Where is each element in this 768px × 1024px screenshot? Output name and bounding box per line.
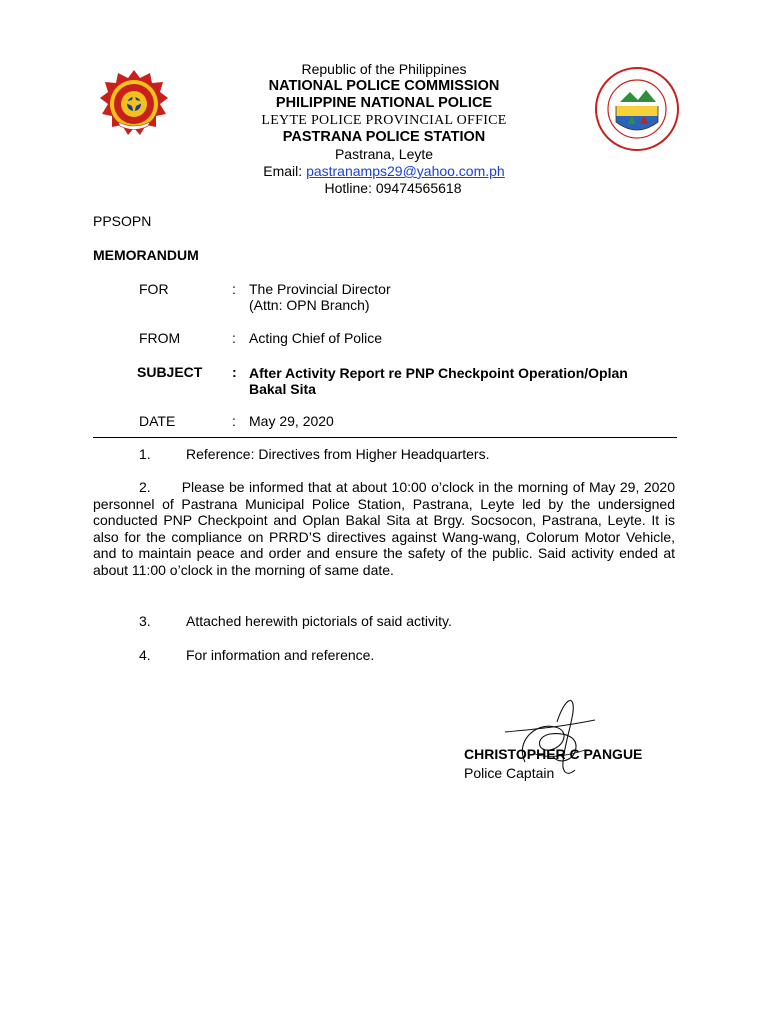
- pnp-seal-icon: [100, 70, 168, 138]
- paragraph-1: Reference: Directives from Higher Headquarters.: [186, 446, 490, 462]
- from-value: Acting Chief of Police: [249, 330, 383, 346]
- paragraph-4-number: 4.: [139, 647, 151, 663]
- for-value: The Provincial Director: [249, 281, 391, 297]
- paragraph-2-number: 2.: [139, 479, 151, 495]
- signatory-rank: Police Captain: [464, 765, 555, 781]
- subject-label: SUBJECT: [137, 364, 203, 380]
- paragraph-4: For information and reference.: [186, 647, 375, 663]
- paragraph-1-number: 1.: [139, 446, 151, 462]
- document-type: MEMORANDUM: [93, 247, 199, 263]
- subject-value: After Activity Report re PNP Checkpoint Operation/Oplan: [249, 365, 628, 381]
- for-colon: :: [232, 281, 236, 297]
- subject-value-cont: Bakal Sita: [249, 381, 316, 397]
- paragraph-2-text: Please be informed that at about 10:00 o’clock in the morning of May 29, 2020 personnel of Pastrana Municipal Police Station, Pastrana, Leyte led by the undersigned conducted PNP Checkpoint and Oplan Bakal Sita at Brgy. Socsocon, Pastrana, Leyte. It is also for the compliance on PRRD’S directives against Wang-wang, Colorum Motor Vehicle, and to maintain peace and order and ensure the safety of the public. Said activity ended at about 11:00 o’clock in the morning of same date.: [93, 479, 675, 578]
- date-colon: :: [232, 413, 236, 429]
- letterhead-republic: Republic of the Philippines: [301, 61, 467, 77]
- letterhead-provincial-office: LEYTE POLICE PROVINCIAL OFFICE: [261, 113, 507, 128]
- for-label: FOR: [139, 281, 169, 297]
- from-colon: :: [232, 330, 236, 346]
- date-value: May 29, 2020: [249, 413, 334, 429]
- signatory-name: CHRISTOPHER C PANGUE: [464, 746, 643, 762]
- letterhead-napolcom: NATIONAL POLICE COMMISSION: [268, 78, 500, 94]
- email-link[interactable]: pastranamps29@yahoo.com.ph: [306, 163, 505, 179]
- letterhead: [200, 61, 568, 197]
- letterhead-hotline: Hotline: 09474565618: [324, 180, 462, 196]
- for-value-attn: (Attn: OPN Branch): [249, 297, 370, 313]
- email-label: Email:: [263, 163, 307, 179]
- paragraph-3-number: 3.: [139, 613, 151, 629]
- paragraph-3: Attached herewith pictorials of said activity.: [186, 613, 452, 629]
- letterhead-address: Pastrana, Leyte: [334, 146, 434, 162]
- from-label: FROM: [139, 330, 181, 346]
- reference-code: PPSOPN: [93, 213, 152, 229]
- letterhead-email-line: [200, 163, 568, 180]
- header-divider: [93, 437, 677, 438]
- subject-colon: :: [232, 364, 237, 380]
- date-label: DATE: [139, 413, 176, 429]
- paragraph-2: [93, 479, 675, 578]
- municipal-seal-icon: [594, 66, 680, 152]
- letterhead-pnp: PHILIPPINE NATIONAL POLICE: [275, 95, 493, 111]
- letterhead-station: PASTRANA POLICE STATION: [282, 129, 486, 145]
